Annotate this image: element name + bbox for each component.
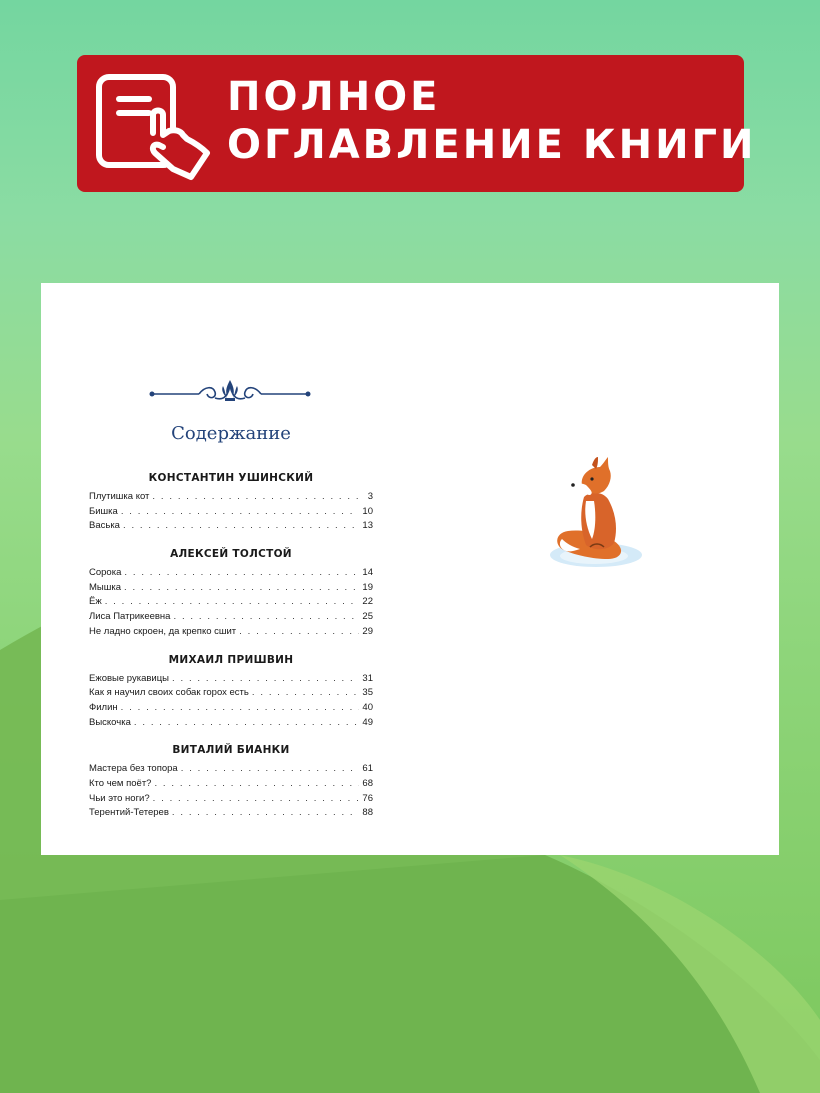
entry-page: 61: [362, 763, 373, 775]
toc-entry: [89, 595, 373, 610]
toc-entry: [89, 806, 373, 821]
entry-page: 31: [362, 672, 373, 684]
dot-leader: [172, 672, 359, 687]
entry-page: 19: [362, 581, 373, 593]
toc-entry: [89, 762, 373, 777]
document-touch-icon: [95, 73, 215, 183]
dot-leader: [181, 762, 360, 777]
entry-page: 22: [362, 596, 373, 608]
entry-page: 49: [362, 716, 373, 728]
entry-page: 3: [367, 491, 373, 502]
dot-leader: [124, 581, 359, 596]
entry-title: Мышка: [89, 581, 122, 593]
toc-entry: [89, 716, 373, 731]
entry-page: 68: [362, 777, 373, 789]
entry-title: Лиса Патрикеевна: [89, 611, 171, 623]
dot-leader: [172, 806, 360, 821]
toc-entry: [89, 519, 373, 534]
entry-page: 40: [362, 701, 373, 713]
entry-title: Сорока: [89, 567, 122, 579]
table-of-contents: [89, 471, 373, 821]
toc-banner: [77, 55, 757, 192]
entry-page: 29: [362, 625, 373, 637]
toc-entry: [89, 777, 373, 792]
ornament-divider-icon: [147, 376, 313, 408]
toc-entry: [89, 701, 373, 716]
toc-entry: [89, 581, 373, 596]
entry-title: Мастера без топора: [89, 763, 178, 775]
entry-page: 10: [362, 505, 373, 517]
entry-title: Не ладно скроен, да крепко сшит: [89, 625, 237, 637]
entry-title: Ёж: [89, 596, 102, 608]
dot-leader: [154, 777, 359, 792]
entry-title: Кто чем поёт?: [89, 777, 152, 789]
author-heading: МИХАИЛ ПРИШВИН: [168, 653, 294, 666]
entry-title: Филин: [89, 701, 118, 713]
toc-entry: [89, 566, 373, 581]
toc-entry: [89, 490, 373, 505]
banner-line-1: ПОЛНОЕ: [227, 74, 441, 120]
toc-title: Содержание: [171, 423, 291, 444]
author-heading: ВИТАЛИЙ БИАНКИ: [172, 744, 290, 757]
toc-entry: [89, 625, 373, 640]
entry-title: Плутишка кот: [89, 491, 150, 502]
entry-page: 25: [362, 611, 373, 623]
dot-leader: [252, 686, 360, 701]
toc-entry: [89, 686, 373, 701]
toc-entry: [89, 505, 373, 520]
banner-heading: [227, 73, 757, 169]
entry-page: 88: [362, 807, 373, 819]
entry-page: 35: [362, 687, 373, 699]
entry-page: 13: [362, 520, 373, 532]
entry-title: Терентий-Тетерев: [89, 807, 169, 819]
banner-line-2: ОГЛАВЛЕНИЕ КНИГИ: [227, 122, 757, 168]
entry-title: Ежовые рукавицы: [89, 672, 169, 684]
dot-leader: [153, 792, 360, 807]
entry-title: Чьи это ноги?: [89, 792, 150, 804]
entry-title: Как я научил своих собак горох есть: [89, 687, 249, 699]
toc-entry: [89, 610, 373, 625]
book-page: [41, 283, 779, 855]
entry-title: Васька: [89, 520, 120, 532]
dot-leader: [173, 610, 359, 625]
entry-title: Бишка: [89, 505, 118, 517]
fox-illustration: [546, 455, 646, 575]
dot-leader: [134, 716, 360, 731]
dot-leader: [123, 519, 359, 534]
entry-page: 14: [362, 567, 373, 579]
entry-page: 76: [362, 792, 373, 804]
toc-entry: [89, 792, 373, 807]
entry-title: Выскочка: [89, 716, 131, 728]
toc-entry: [89, 672, 373, 687]
dot-leader: [121, 701, 360, 716]
dot-leader: [124, 566, 359, 581]
dot-leader: [121, 505, 360, 520]
dot-leader: [105, 595, 360, 610]
dot-leader: [239, 625, 359, 640]
dot-leader: [152, 490, 364, 505]
author-heading: АЛЕКСЕЙ ТОЛСТОЙ: [170, 548, 292, 561]
author-heading: КОНСТАНТИН УШИНСКИЙ: [148, 472, 314, 484]
